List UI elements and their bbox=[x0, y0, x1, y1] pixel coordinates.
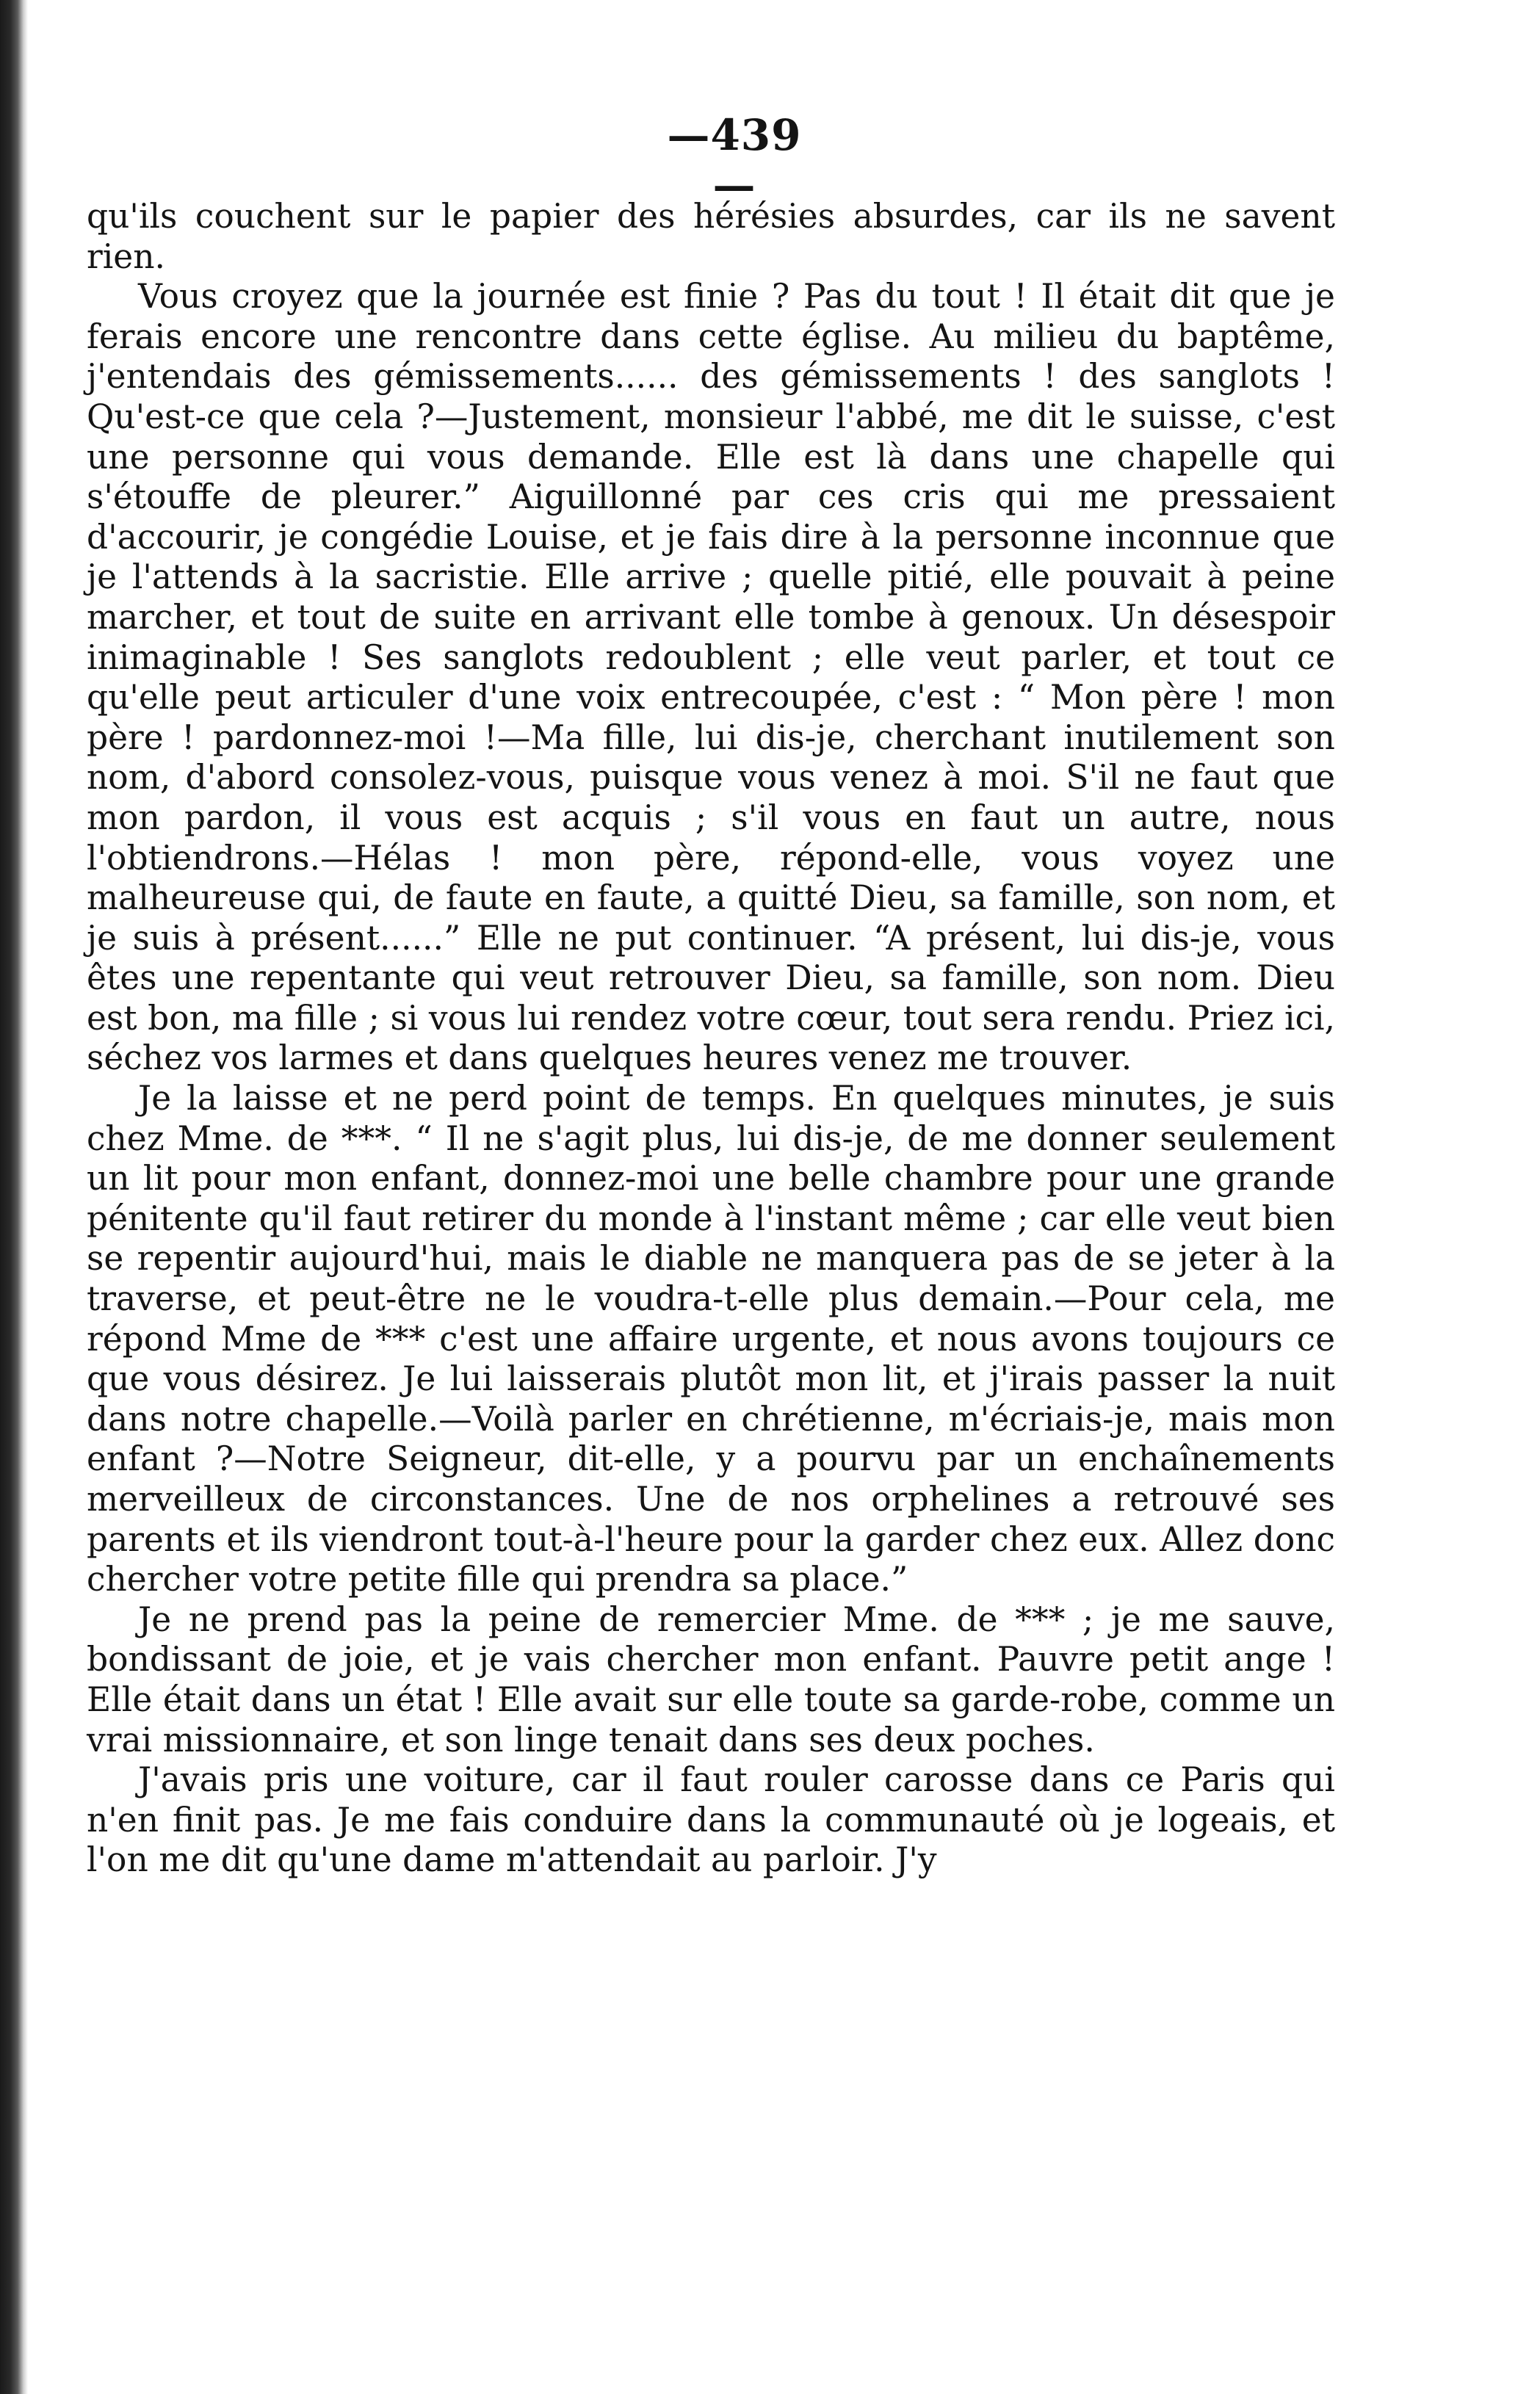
page-body bbox=[87, 197, 1335, 1881]
paragraph-4: Je ne prend pas la peine de remercier Mme. de *** ; je me sauve, bondissant de joie, et je vais chercher mon enfant. Pauvre petit ange ! Elle était dans un état ! Elle avait sur elle toute sa garde-robe, comme un vrai missionnaire, et son linge tenait dans ses deux poches. bbox=[87, 1599, 1335, 1760]
paragraph-2: Vous croyez que la journée est finie ? Pas du tout ! Il était dit que je ferais encore une rencontre dans cette église. Au milieu du baptême, j'entendais des gémissements...... des gémissements ! des sanglots ! Qu'est-ce que cela ?—Justement, monsieur l'abbé, me dit le suisse, c'est une personne qui vous demande. Elle est là dans une chapelle qui s'étouffe de pleurer.” Aiguillonné par ces cris qui me pressaient d'accourir, je congédie Louise, et je fais dire à la personne inconnue que je l'attends à la sacristie. Elle arrive ; quelle pitié, elle pouvait à peine marcher, et tout de suite en arrivant elle tombe à genoux. Un désespoir inimaginable ! Ses sanglots redoublent ; elle veut parler, et tout ce qu'elle peut articuler d'une voix entrecoupée, c'est : “ Mon père ! mon père ! pardonnez-moi !—Ma fille, lui dis-je, cherchant inutilement son nom, d'abord consolez-vous, puisque vous venez à moi. S'il ne faut que mon pardon, il vous est acquis ; s'il vous en faut un autre, nous l'obtiendrons.—Hélas ! mon père, répond-elle, vous voyez une malheureuse qui, de faute en faute, a quitté Dieu, sa famille, son nom, et je suis à présent......” Elle ne put continuer. “A présent, lui dis-je, vous êtes une repentante qui veut retrouver Dieu, sa famille, son nom. Dieu est bon, ma fille ; si vous lui rendez votre cœur, tout sera rendu. Priez ici, séchez vos larmes et dans quelques heures venez me trouver. bbox=[87, 277, 1335, 1078]
paragraph-5: J'avais pris une voiture, car il faut rouler carosse dans ce Paris qui n'en finit pas. Je me fais conduire dans la communauté où je logeais, et l'on me dit qu'une dame m'attendait au parloir. J'y bbox=[87, 1760, 1335, 1880]
page-number: —439— bbox=[667, 110, 802, 210]
page-binding-edge bbox=[0, 0, 28, 2394]
paragraph-1: qu'ils couchent sur le papier des hérésies absurdes, car ils ne savent rien. bbox=[87, 197, 1335, 276]
paragraph-3: Je la laisse et ne perd point de temps. En quelques minutes, je suis chez Mme. de ***. “ Il ne s'agit plus, lui dis-je, de me donner seulement un lit pour mon enfant, donnez-moi une belle chambre pour une grande pénitente qu'il faut retirer du monde à l'instant même ; car elle veut bien se repentir aujourd'hui, mais le diable ne manquera pas de se jeter à la traverse, et peut-être ne le voudra-t-elle plus demain.—Pour cela, me répond Mme de *** c'est une affaire urgente, et nous avons toujours ce que vous désirez. Je lui laisserais plutôt mon lit, et j'irais passer la nuit dans notre chapelle.—Voilà parler en chrétienne, m'écriais-je, mais mon enfant ?—Notre Seigneur, dit-elle, y a pourvu par un enchaînements merveilleux de circonstances. Une de nos orphelines a retrouvé ses parents et ils viendront tout-à-l'heure pour la garder chez eux. Allez donc chercher votre petite fille qui prendra sa place.” bbox=[87, 1079, 1335, 1599]
